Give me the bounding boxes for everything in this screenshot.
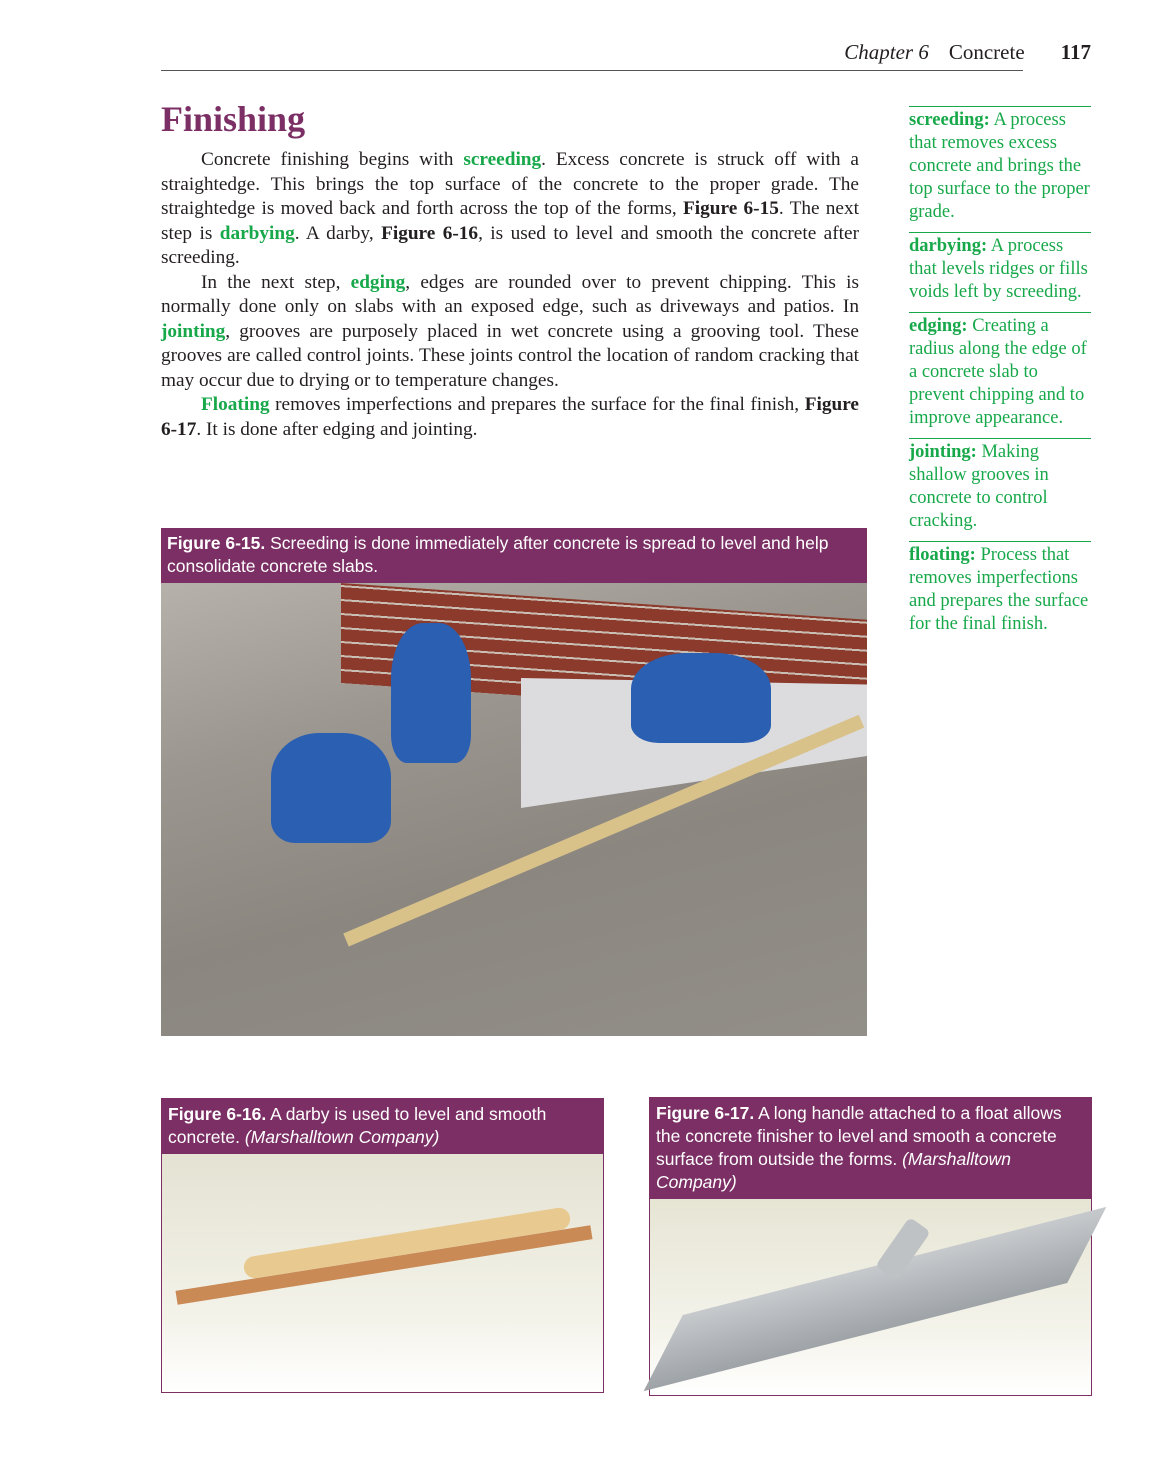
glossary-entry <box>909 541 1091 644</box>
text-run: . It is done after edging and jointing. <box>196 418 478 440</box>
figure-caption <box>162 1099 603 1154</box>
caption-text: Screeding is done immediately after concrete is spread to level and help consolidate concrete slabs. <box>167 533 829 576</box>
figure-label: Figure 6-17. <box>656 1103 755 1123</box>
figure-reference: Figure 6-16 <box>381 222 479 244</box>
float-blade <box>644 1207 1107 1391</box>
figure-caption <box>161 528 867 583</box>
figure-6-17 <box>649 1097 1092 1396</box>
chapter-title: Concrete <box>948 40 1025 64</box>
text-run: removes imperfections and prepares the surface for the final finish, <box>269 394 805 415</box>
key-term: Floating <box>201 394 270 415</box>
running-header <box>844 40 1091 65</box>
key-term: edging <box>350 271 406 293</box>
glossary-term: screeding: <box>909 110 990 130</box>
figure-label: Figure 6-15. <box>167 533 266 553</box>
text-run: . Excess concrete is struck off with a straightedge. This brings the top surface of the concrete to the proper grade. The straightedge is moved back and forth across the top of the forms, <box>161 149 859 219</box>
text-run: , is used to level and smooth the concrete after screeding. <box>161 222 860 268</box>
glossary-sidebar <box>909 106 1091 644</box>
glossary-term: floating: <box>909 545 976 565</box>
glossary-definition: A process that removes excess concrete and brings the top surface to the proper grade. <box>909 110 1090 222</box>
paragraph <box>161 393 859 442</box>
text-run: . The next step is <box>161 198 859 244</box>
glossary-term: jointing: <box>909 442 977 462</box>
figure-label: Figure 6-16. <box>168 1104 267 1124</box>
figure-6-16 <box>161 1098 604 1393</box>
text-run: , edges are rounded over to prevent chipping. This is normally done only on slabs with an exposed edge, such as driveways and patios. In <box>161 271 859 317</box>
worker <box>271 733 391 843</box>
glossary-entry <box>909 438 1091 541</box>
page-number: 117 <box>1060 40 1091 64</box>
figure-reference: Figure 6-15 <box>683 198 779 219</box>
glossary-entry <box>909 312 1091 438</box>
glossary-definition: A process that levels ridges or fills voids left by screeding. <box>909 236 1088 302</box>
glossary-definition: Making shallow grooves in concrete to control cracking. <box>909 442 1049 531</box>
body-text <box>161 148 859 442</box>
bull-float-photo <box>650 1199 1091 1395</box>
caption-text: A darby is used to level and smooth concrete. <box>168 1104 547 1147</box>
text-run: . A darby, <box>294 222 382 244</box>
glossary-entry <box>909 232 1091 312</box>
darby-photo <box>162 1154 603 1392</box>
caption-text: A long handle attached to a float allows the concrete finisher to level and smooth a concrete surface from outside the forms. <box>656 1103 1062 1169</box>
text-run: Concrete finishing begins with <box>201 149 464 170</box>
screeding-photo <box>161 583 867 1036</box>
worker <box>631 653 771 743</box>
figure-6-15 <box>161 528 867 1036</box>
key-term: jointing <box>161 320 226 342</box>
key-term: darbying <box>219 222 295 244</box>
photo-credit: (Marshalltown Company) <box>656 1149 1012 1192</box>
chapter-number: Chapter 6 <box>844 40 929 64</box>
figure-reference: Figure 6-17 <box>161 394 859 440</box>
header-rule <box>161 70 1023 71</box>
worker <box>391 623 471 763</box>
photo-credit: (Marshalltown Company) <box>244 1127 440 1147</box>
glossary-term: edging: <box>909 316 968 336</box>
glossary-term: darbying: <box>909 236 988 256</box>
paragraph <box>161 148 859 271</box>
figure-caption <box>650 1098 1091 1199</box>
glossary-definition: Process that removes imperfections and prepares the surface for the final finish. <box>909 545 1089 634</box>
paragraph <box>161 271 859 394</box>
section-heading: Finishing <box>161 99 306 139</box>
key-term: screeding <box>463 149 542 170</box>
glossary-definition: Creating a radius along the edge of a concrete slab to prevent chipping and to improve appearance. <box>909 316 1087 428</box>
text-run: In the next step, <box>201 271 351 293</box>
text-run: , grooves are purposely placed in wet concrete using a grooving tool. These grooves are called control joints. These joints control the location of random cracking that may occur due to drying or to temperature changes. <box>161 320 859 391</box>
glossary-entry <box>909 106 1091 232</box>
